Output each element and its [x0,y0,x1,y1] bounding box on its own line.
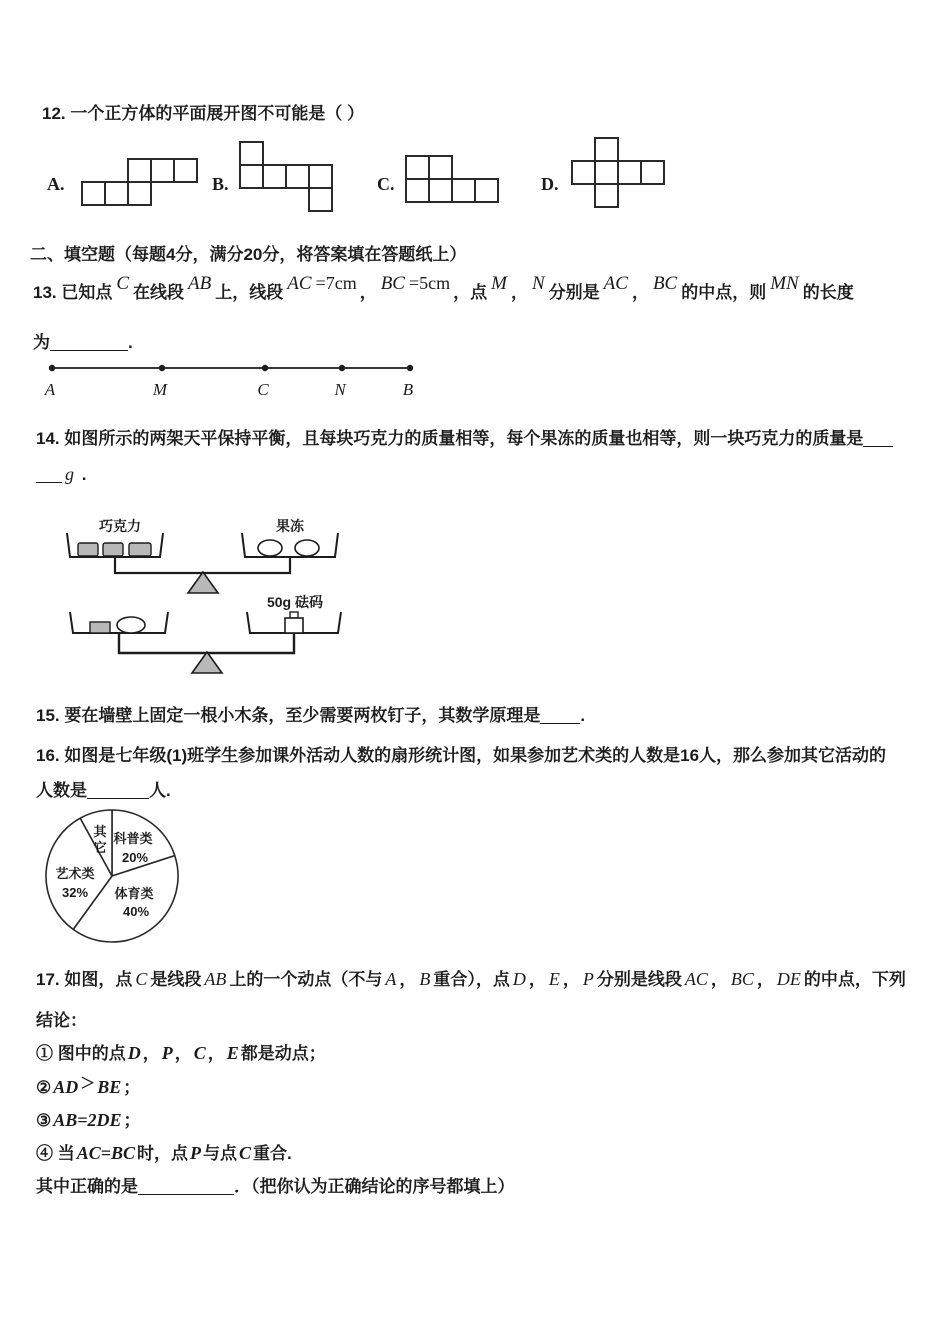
text-run: 分别是线段 [596,970,682,989]
text-run: 在线段 [133,283,185,302]
text-run: 时，点 [137,1144,189,1163]
text-run: 重合. [253,1144,292,1163]
q17-item-1 [36,1042,326,1065]
blank-underline [87,784,149,799]
math-run: AC=BC [76,1143,136,1163]
text-run: 结论： [36,1011,87,1030]
text-run: 都是动点； [240,1044,326,1063]
math-run: MN [770,273,799,294]
net-cell [105,182,128,205]
segment-point-label: A [44,380,56,399]
net-cell [406,156,429,179]
text-run: 与点 [203,1144,238,1163]
math-run: AB [188,273,212,294]
q12-option-c-label: C. [377,174,395,194]
text-run: ① 图中的点 [36,1044,126,1063]
math-run: N [531,273,545,294]
math-run: AC [603,273,628,294]
text-run: 是线段 [150,970,202,989]
jelly-piece [117,617,145,633]
net-cell [128,159,151,182]
balance-1 [67,518,338,593]
text-run: ③ [36,1111,52,1130]
math-run: B [419,969,431,989]
net-cell [309,165,332,188]
net-cell [82,182,105,205]
math-run: DE [776,969,801,989]
q12-option-a-net [80,157,199,207]
net-cell [452,179,475,202]
net-cell [429,179,452,202]
text-run: ； [123,1078,141,1097]
text-run: ， [528,970,546,989]
q12-option-d-net [570,136,666,209]
text-run: 17. 如图，点 [36,970,133,989]
net-cell [286,165,309,188]
q13-segment-diagram [35,352,435,402]
net-cell [174,159,197,182]
math-run: D [127,1043,141,1063]
blank-underline [36,468,62,483]
net-cell [595,184,618,207]
math-run: P [190,1143,202,1163]
q17-item-4 [36,1142,292,1165]
math-run: AD [53,1077,79,1097]
q15-text [36,705,585,727]
math-run: C [135,969,148,989]
segment-point [339,365,345,371]
net-cell [572,161,595,184]
net-cell [641,161,664,184]
weight-50g [285,618,303,633]
text-run: ④ 当 [36,1144,75,1163]
text-run: 分别是 [548,283,600,302]
right-pan [242,533,338,557]
jelly-label: 果冻 [276,518,304,534]
math-run: =5cm [408,273,451,293]
text-run: 14. 如图所示的两架天平保持平衡，且每块巧克力的质量相等，每个果冻的质量也相等，则一块巧克力的质量是 [36,429,864,448]
math-run: BC [380,273,405,294]
net-cell [309,188,332,211]
q16-text-line2 [36,780,171,802]
math-run: C [116,273,130,294]
pie-slice-label: 20% [121,850,149,865]
text-run: 的中点，则 [681,283,767,302]
chocolate-piece [103,543,123,556]
q14-text-line1 [36,428,893,450]
chocolate-piece [129,543,151,556]
q13-text-line1 [33,273,854,304]
text-run: 12. 一个正方体的平面展开图不可能是（ ） [42,104,365,123]
pie-slice-label: 体育类 [114,886,154,901]
net-cell [475,179,498,202]
balance-2 [70,594,341,673]
segment-point [407,365,413,371]
net-cell [406,179,429,202]
math-run: E [548,969,560,989]
balance-scales-figure [55,500,355,685]
segment-point-label: B [402,380,414,399]
net-cell [240,165,263,188]
blank-underline [138,1180,234,1195]
net-cell [263,165,286,188]
q14-text-line2 [36,463,86,486]
text-run: 重合），点 [433,970,510,989]
math-run: =7cm [315,273,357,293]
math-run: BC [652,273,678,294]
q12-option-b-label: B. [212,174,229,194]
text-run: ．（把你认为正确结论的序号都填上） [234,1177,515,1196]
section-2-title: 二、填空题（每题4分，满分20分，将答案填在答题纸上） [30,245,467,264]
text-run: ， [142,1044,160,1063]
net-cell [128,182,151,205]
net-cell [240,142,263,165]
math-run: AB [204,969,227,989]
q12-option-b-net [238,140,334,213]
fulcrum [188,572,218,593]
text-run: 其中正确的是 [36,1177,138,1196]
text-run: ② [36,1078,52,1097]
net-cell [595,161,618,184]
math-run: M [491,273,507,294]
text-run: ， [174,1044,192,1063]
text-run: 上，线段 [215,283,284,302]
text-run: 人数是 [36,781,87,800]
text-run: ， [710,970,728,989]
pie-chart [40,806,190,951]
q17-item-2 [36,1076,140,1100]
math-run: AC [287,273,312,294]
math-run: A [385,969,397,989]
q17-item-3 [36,1109,141,1132]
text-run: ， [399,970,417,989]
text-run: ， [756,970,774,989]
weight-label: 50g 砝码 [266,594,324,610]
math-run: ＞ [80,1076,96,1092]
beam [119,633,294,653]
text-run: 13. 已知点 [33,283,113,302]
text-run: ， [207,1044,225,1063]
beam [115,557,290,573]
q13-text-line2 [33,332,133,354]
segment-point-label: C [257,380,269,399]
text-run: ， [510,283,528,302]
q17-text-line2 [36,1010,87,1032]
math-run: C [239,1143,252,1163]
pie-slice-label: 其 [93,824,107,839]
math-run: BC [730,969,754,989]
q12-option-d-label: D. [541,174,559,194]
math-run: P [582,969,594,989]
text-run: . [580,706,586,725]
text-run: 16. 如图是七年级(1)班学生参加课外活动人数的扇形统计图，如果参加艺术类的人数是16人，那么参加其它活动的 [36,746,887,765]
text-run: . [77,465,87,484]
math-run: g [65,464,74,484]
jelly-piece [258,540,282,556]
math-run: AB=2DE [53,1110,122,1130]
q12-option-c-net [404,154,500,204]
text-run: 的中点，下列 [803,970,906,989]
q16-text-line1 [36,745,886,767]
pie-slice-label: 艺术类 [55,866,95,881]
text-run: 的长度 [802,283,854,302]
text-run: ， [631,283,649,302]
fulcrum [192,652,222,673]
chocolate-label: 巧克力 [99,518,141,534]
q17-final [36,1176,515,1198]
math-run: P [161,1043,173,1063]
segment-point-label: N [334,380,346,399]
text-run: ， [562,970,580,989]
text-run: 为 [33,333,50,352]
blank-underline [540,709,580,724]
net-cell [595,138,618,161]
chocolate-piece [90,622,110,633]
pie-slice-label: 它 [93,840,107,855]
text-run: . [128,333,133,352]
chocolate-piece [78,543,98,556]
pie-slice-label: 40% [122,904,150,919]
text-run: 人. [149,781,171,800]
segment-point [49,365,55,371]
text-run: 15. 要在墙壁上固定一根小木条，至少需要两枚钉子，其数学原理是 [36,706,541,725]
net-cell [429,156,452,179]
blank-underline [50,336,128,351]
net-cell [151,159,174,182]
segment-point [159,365,165,371]
q12-text [42,103,364,125]
segment-point-label: M [152,380,168,399]
blank-underline [863,432,893,447]
segment-point [262,365,268,371]
text-run: 上的一个动点（不与 [229,970,383,989]
pie-slice-label: 32% [61,885,89,900]
text-run: ， [359,283,377,302]
text-run: ； [123,1111,141,1130]
jelly-piece [295,540,319,556]
q17-text-line1 [36,968,906,991]
q12-option-a-label: A. [47,174,65,194]
text-run: ，点 [453,283,488,302]
math-run: C [193,1043,206,1063]
math-run: E [226,1043,239,1063]
pie-slice-label: 科普类 [113,831,153,846]
weight-knob [290,612,298,618]
net-cell [618,161,641,184]
math-run: D [512,969,526,989]
math-run: AC [684,969,708,989]
math-run: BE [97,1077,122,1097]
